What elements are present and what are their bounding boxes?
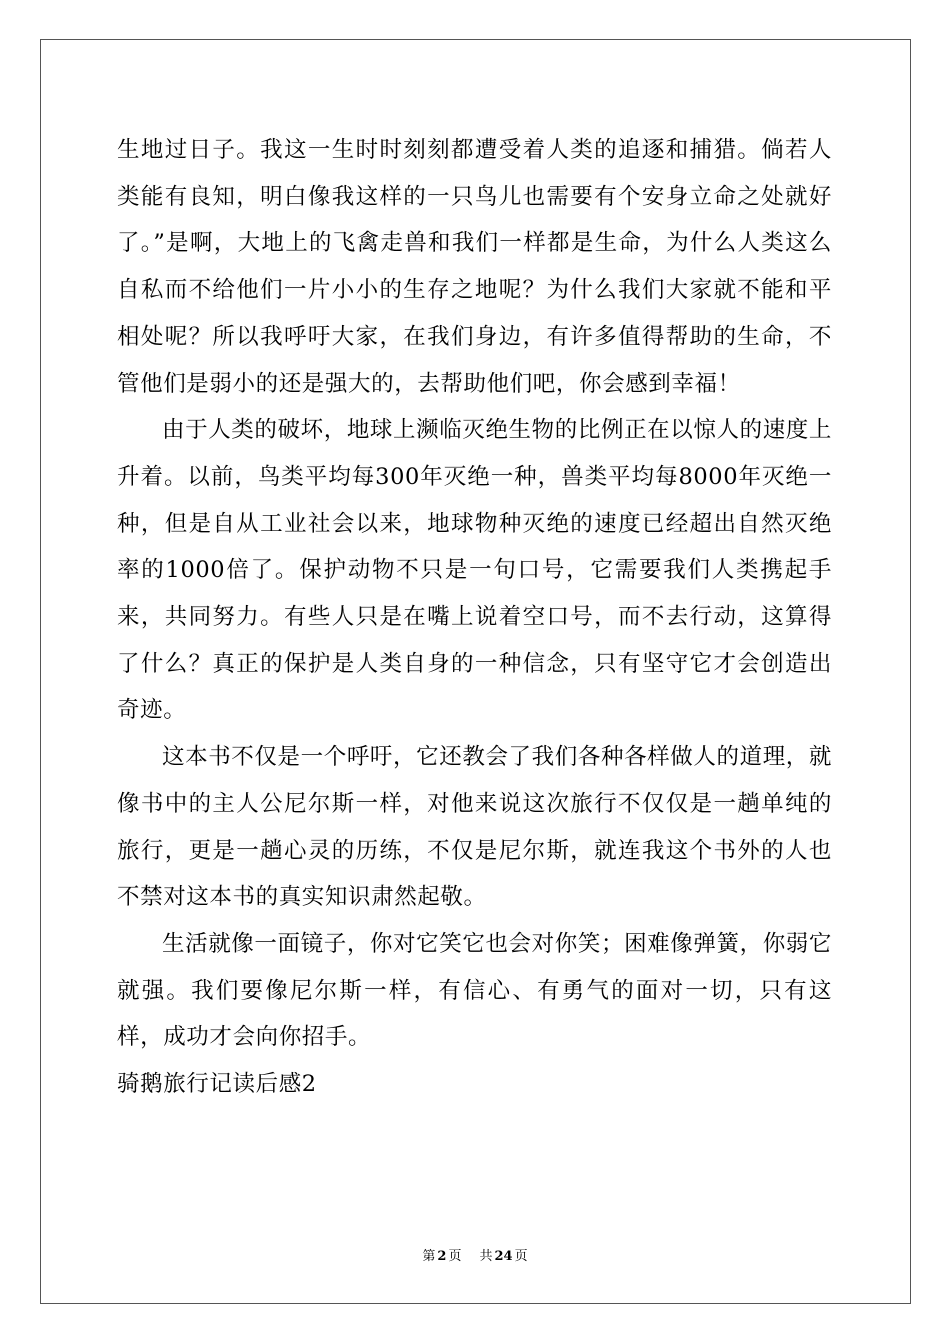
paragraph-4: 生活就像一面镜子，你对它笑它也会对你笑；困难像弹簧，你弱它就强。我们要像尼尔斯一样，有信心、有勇气的面对一切，只有这样，成功才会向你招手。 xyxy=(117,930,832,1051)
total-pages-number: 24 xyxy=(494,1249,513,1264)
footer-prefix: 第 xyxy=(422,1249,436,1264)
footer-total-suffix: 页 xyxy=(514,1249,528,1264)
footer-page-suffix: 页 xyxy=(448,1249,462,1264)
document-body xyxy=(117,127,832,1108)
footer-total-prefix: 共 xyxy=(479,1249,493,1264)
paragraph-3: 这本书不仅是一个呼吁，它还教会了我们各种各样做人的道理，就像书中的主人公尼尔斯一样，对他来说这次旅行不仅仅是一趟单纯的旅行，更是一趟心灵的历练，不仅是尼尔斯，就连我这个书外的人也不禁对这本书的真实知识肃然起敬。 xyxy=(117,744,832,911)
page-footer xyxy=(0,1245,950,1264)
section-heading: 骑鹅旅行记读后感2 xyxy=(117,1071,317,1098)
paragraph-1: 生地过日子。我这一生时时刻刻都遭受着人类的追逐和捕猎。倘若人类能有良知，明白像我这样的一只鸟儿也需要有个安身立命之处就好了。”是啊，大地上的飞禽走兽和我们一样都是生命，为什么人类这么自私而不给他们一片小小的生存之地呢？为什么我们大家就不能和平相处呢？所以我呼吁大家，在我们身边，有许多值得帮助的生命，不管他们是弱小的还是强大的，去帮助他们吧，你会感到幸福！ xyxy=(117,137,832,397)
current-page-number: 2 xyxy=(437,1249,447,1264)
paragraph-2: 由于人类的破坏，地球上濒临灭绝生物的比例正在以惊人的速度上升着。以前，鸟类平均每300年灭绝一种，兽类平均每8000年灭绝一种，但是自从工业社会以来，地球物种灭绝的速度已经超出自然灭绝率的1000倍了。保护动物不只是一句口号，它需要我们人类携起手来，共同努力。有些人只是在嘴上说着空口号，而不去行动，这算得了什么？真正的保护是人类自身的一种信念，只有坚守它才会创造出奇迹。 xyxy=(117,417,832,724)
